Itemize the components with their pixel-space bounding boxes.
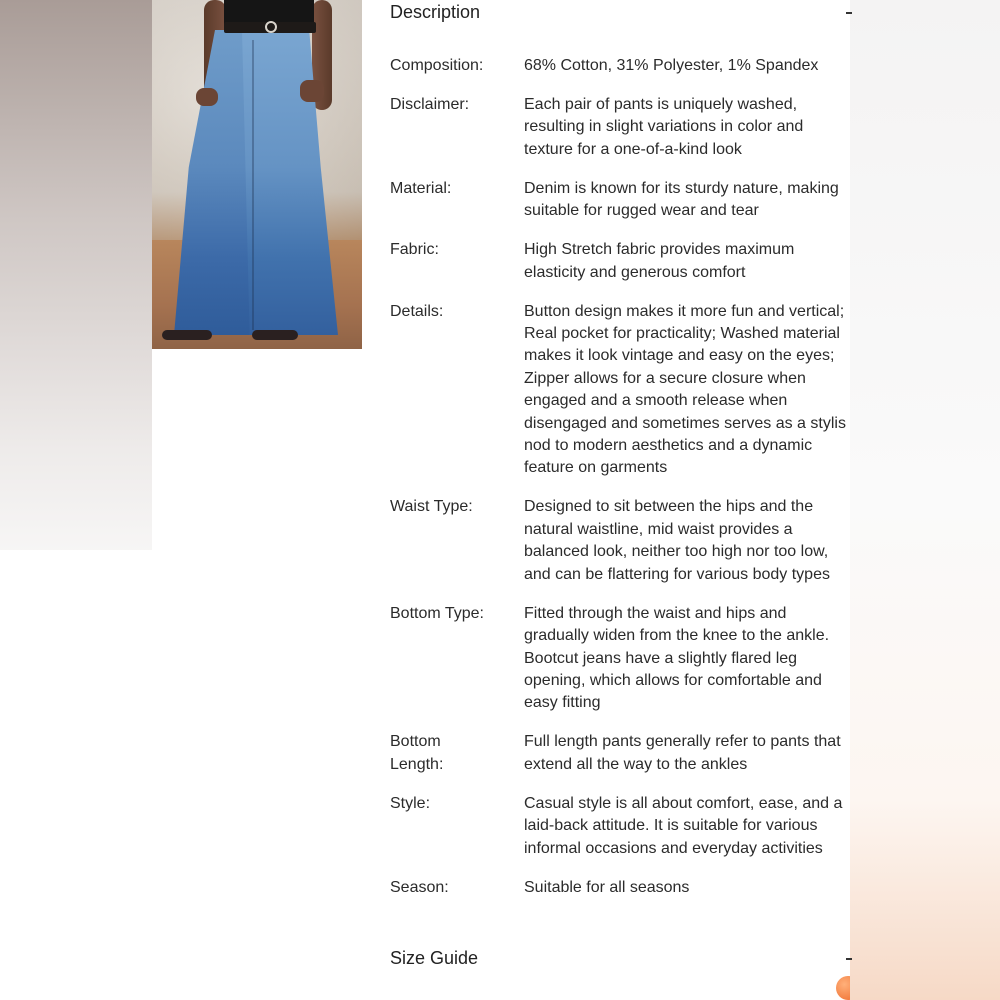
attribute-label: Disclaimer: <box>390 96 470 113</box>
attribute-row <box>390 55 860 77</box>
attribute-label: Bottom Type: <box>390 604 484 622</box>
photo-belt-buckle <box>265 21 277 33</box>
attribute-row <box>390 239 860 284</box>
attribute-value: Fitted through the waist and hips and gradually widen from the knee to the ankle. Bootcut jeans have a slightly flared leg opening, which allows for comfortable and easy fitting <box>524 604 830 712</box>
attribute-row <box>390 496 860 586</box>
photo-hand-right <box>300 80 324 102</box>
product-photo[interactable] <box>152 0 362 349</box>
attribute-label: Season: <box>390 878 449 896</box>
size-guide-heading[interactable]: Size Guide <box>390 948 479 968</box>
attribute-label: Composition: <box>390 57 484 74</box>
photo-jeans-seam <box>252 40 254 330</box>
photo-shoe-right <box>252 330 298 340</box>
attribute-value: Each pair of pants is uniquely washed, resulting in slight variations in color and texture for a one-of-a-kind look <box>524 96 804 158</box>
attribute-value: Denim is known for its sturdy nature, making suitable for rugged wear and tear <box>524 179 839 220</box>
attribute-row <box>390 877 860 899</box>
attribute-label: Details: <box>390 302 444 320</box>
attribute-label: Bottom Length: <box>390 733 444 773</box>
collapse-icon[interactable] <box>846 12 852 14</box>
description-heading[interactable]: Description <box>390 2 481 22</box>
attribute-row <box>390 301 860 480</box>
attribute-row <box>390 731 860 776</box>
background-right <box>850 0 1000 1000</box>
description-attribute-list <box>390 55 860 916</box>
background-left <box>0 550 152 1000</box>
attribute-value: Full length pants generally refer to pants that extend all the way to the ankles <box>524 733 841 773</box>
attribute-row <box>390 94 860 161</box>
attribute-value: 68% Cotton, 31% Polyester, 1% Spandex <box>524 57 819 74</box>
attribute-value: High Stretch fabric provides maximum elasticity and generous comfort <box>524 241 795 281</box>
photo-shoe-left <box>162 330 212 340</box>
attribute-value: Button design makes it more fun and vertical; Real pocket for practicality; Washed material makes it look vintage and easy on the eyes; Zipper allows for a secure closure when engaged and a smooth release when disengaged and sometimes serves as a stylis nod to modern aesthetics and a dynamic feature on garments <box>524 302 846 477</box>
attribute-row <box>390 178 860 223</box>
expand-icon[interactable] <box>846 958 852 960</box>
attribute-label: Waist Type: <box>390 498 473 516</box>
attribute-row <box>390 793 860 860</box>
photo-hand-left <box>196 88 218 106</box>
attribute-label: Fabric: <box>390 241 439 259</box>
attribute-value: Casual style is all about comfort, ease, and a laid-back attitude. It is suitable for various informal occasions and everyday activities <box>524 794 843 857</box>
attribute-label: Material: <box>390 179 452 197</box>
attribute-label: Style: <box>390 794 431 812</box>
attribute-row <box>390 603 860 715</box>
attribute-value: Designed to sit between the hips and the natural waistline, mid waist provides a balanced look, neither too high nor too low, and can be flattering for various body types <box>524 498 830 583</box>
attribute-value: Suitable for all seasons <box>524 878 690 896</box>
floating-assistant-icon[interactable] <box>836 976 850 1000</box>
